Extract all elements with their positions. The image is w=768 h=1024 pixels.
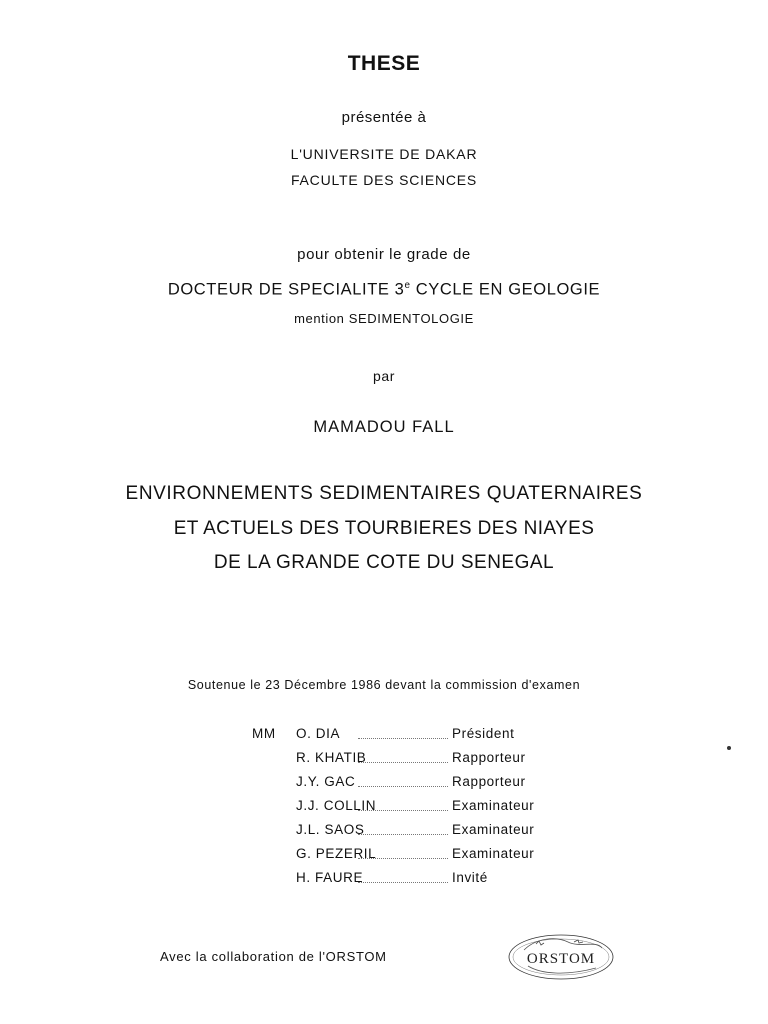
orstom-logo-icon [506,930,616,982]
presented-to-text: présentée à [341,109,427,126]
dot-leader [358,822,448,835]
document-title: THESE [347,52,421,75]
jury-member-name: R. KHATIB [296,750,367,765]
faculty-name: FACULTE DES SCIENCES [290,172,478,188]
jury-member-role: Examinateur [452,798,535,813]
degree-part-1: DOCTEUR DE SPECIALITE 3 [167,280,405,299]
thesis-title-line-2: ET ACTUELS DES TOURBIERES DES NIAYES [173,518,595,539]
jury-member-role: Président [452,726,515,741]
jury-member [252,726,572,750]
jury-list [252,726,572,894]
degree-superscript: e [404,280,411,291]
jury-member-name: G. PEZERIL [296,846,377,861]
degree-mention: mention SEDIMENTOLOGIE [294,311,474,326]
jury-member [252,750,572,774]
thesis-title-line-1: ENVIRONNEMENTS SEDIMENTAIRES QUATERNAIRES [125,483,643,504]
dot-leader [358,774,448,787]
jury-member-role: Examinateur [452,846,535,861]
jury-member-name: O. DIA [296,726,341,741]
degree-part-2: CYCLE EN GEOLOGIE [410,280,601,299]
jury-member-role: Invité [452,870,488,885]
author-name: MAMADOU FALL [313,418,455,436]
jury-member-name: J.L. SAOS [296,822,365,837]
jury-member [252,870,572,894]
jury-member-role: Rapporteur [452,750,526,765]
logo-text: ORSTOM [526,951,596,967]
jury-member [252,822,572,846]
jury-member [252,846,572,870]
by-text: par [372,368,396,384]
jury-member-name: J.Y. GAC [296,774,356,789]
dot-leader [358,726,448,739]
jury-member [252,798,572,822]
dot-leader [358,798,448,811]
jury-member-role: Rapporteur [452,774,526,789]
dot-leader [358,750,448,763]
jury-member-name: J.J. COLLIN [296,798,377,813]
thesis-title-line-3: DE LA GRANDE COTE DU SENEGAL [213,552,555,573]
scan-speck [727,746,731,750]
dot-leader [358,846,448,859]
jury-member-role: Examinateur [452,822,535,837]
dot-leader [358,870,448,883]
jury-prefix: MM [252,726,276,741]
collaboration-note: Avec la collaboration de l'ORSTOM [160,949,387,964]
degree-intro: pour obtenir le grade de [297,246,471,263]
university-name: L'UNIVERSITE DE DAKAR [290,146,478,162]
degree-name [0,280,768,300]
jury-member-name: H. FAURE [296,870,364,885]
defense-statement: Soutenue le 23 Décembre 1986 devant la commission d'examen [187,678,581,692]
jury-member [252,774,572,798]
